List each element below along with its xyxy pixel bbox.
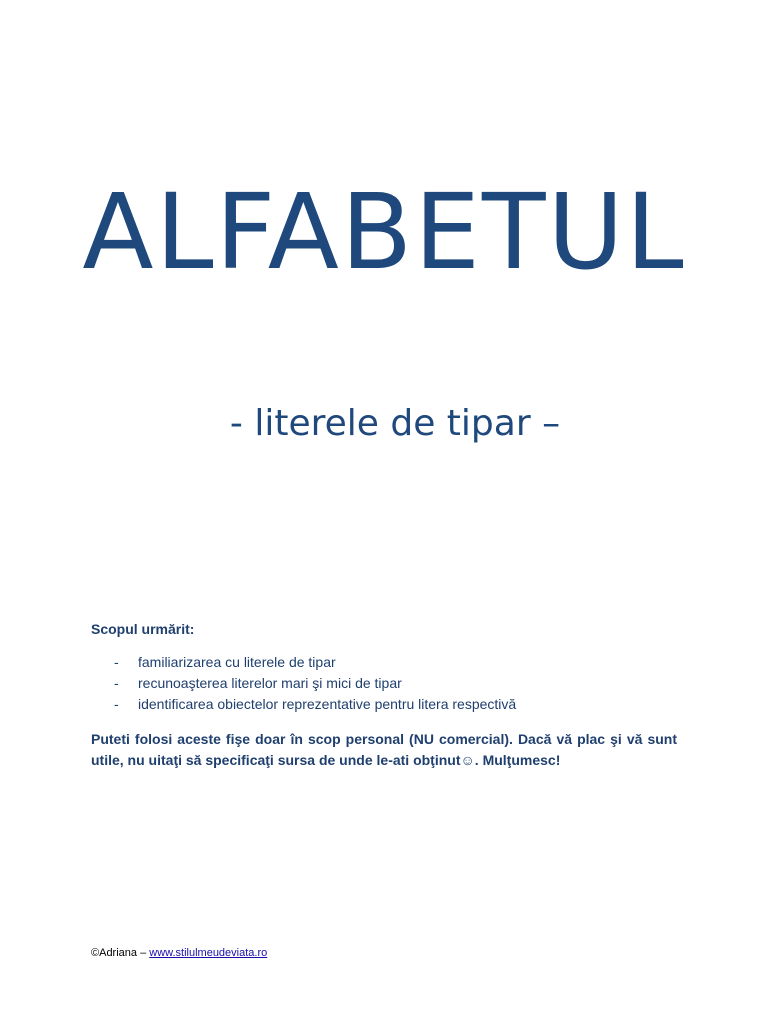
goal-item — [91, 694, 677, 715]
website-link[interactable]: www.stilulmeudeviata.ro — [149, 947, 268, 959]
goal-item — [91, 652, 677, 673]
document-title: ALFABETUL — [82, 171, 686, 293]
document-subtitle: - literele de tipar – — [229, 403, 561, 444]
purpose-heading: Scopul urmărit: — [91, 621, 195, 637]
goal-text: recunoaşterea literelor mari şi mici de tipar — [138, 675, 402, 691]
goal-text: identificarea obiectelor reprezentative pentru litera respectivă — [138, 696, 517, 712]
goal-dash: - — [114, 654, 119, 670]
usage-note: Puteti folosi aceste fişe doar în scop personal (NU comercial). Dacă vă plac şi vă sunt utile, nu uitaţi să specificaţi sursa de unde le-ati obţinut☺. Mulţumesc! — [91, 731, 677, 768]
goal-dash: - — [114, 675, 119, 691]
goal-text: familiarizarea cu literele de tipar — [138, 654, 336, 670]
footer — [91, 945, 267, 961]
copyright-text: ©Adriana – — [91, 947, 150, 959]
goal-dash: - — [114, 696, 119, 712]
goal-item — [91, 673, 677, 694]
purpose-section — [91, 620, 677, 770]
goals-list — [91, 652, 677, 715]
